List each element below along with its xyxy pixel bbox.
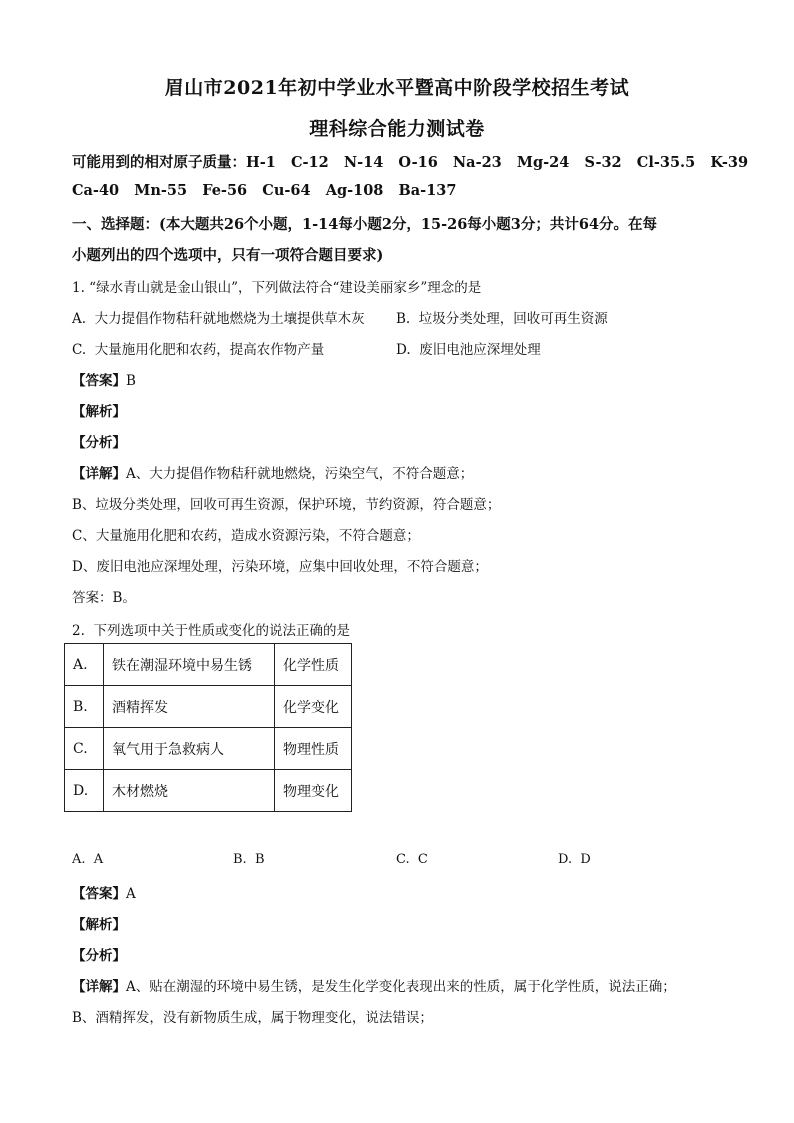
q2-stem: 2. 下列选项中关于性质或变化的说法正确的是 <box>72 623 350 639</box>
table-row <box>65 686 352 728</box>
q1-detail-c: C、大量施用化肥和农药，造成水资源污染，不符合题意； <box>72 528 420 544</box>
q2-answer <box>72 882 136 902</box>
atomic-mass-line-2: Ca-40 Mn-55 Fe-56 Cu-64 Ag-108 Ba-137 <box>72 182 457 199</box>
q2-cell-category: 物理性质 <box>275 728 352 770</box>
q2-choice-d: D. D <box>558 852 591 867</box>
q1-analysis-tag: 【解析】 <box>72 404 126 420</box>
q2-answer-tag: 【答案】 <box>72 886 126 902</box>
q2-cell-label: C. <box>65 728 104 770</box>
q2-detail-a <box>72 975 676 995</box>
q1-option-c: C. 大量施用化肥和农药，提高农作物产量 <box>72 342 325 358</box>
q2-table <box>64 643 352 812</box>
section-heading-line-1: 一、选择题：(本大题共26个小题，1-14每小题2分，15-26每小题3分；共计64分。在每 <box>72 216 658 233</box>
q2-cell-label: A. <box>65 644 104 686</box>
q2-cell-label: B. <box>65 686 104 728</box>
table-row <box>65 728 352 770</box>
q1-detail-b: B、垃圾分类处理，回收可再生资源，保护环境，节约资源，符合题意； <box>72 497 501 513</box>
q2-choice-b: B. B <box>233 852 265 867</box>
q1-detail-a <box>72 462 473 482</box>
q1-option-d: D. 废旧电池应深埋处理 <box>396 342 541 358</box>
q1-fenxi-tag: 【分析】 <box>72 435 126 451</box>
q1-detail-a-text: A、大力提倡作物秸秆就地燃烧，污染空气，不符合题意； <box>126 466 474 482</box>
q2-cell-category: 化学变化 <box>275 686 352 728</box>
page-title: 眉山市2021年初中学业水平暨高中阶段学校招生考试 <box>164 77 630 99</box>
q1-option-a: A. 大力提倡作物秸秆就地燃烧为土壤提供草木灰 <box>72 311 365 327</box>
q1-answer <box>72 369 136 389</box>
q2-answer-value: A <box>126 886 136 902</box>
page-subtitle: 理科综合能力测试卷 <box>309 118 485 140</box>
q1-option-b: B. 垃圾分类处理，回收可再生资源 <box>396 311 608 327</box>
q2-cell-statement: 酒精挥发 <box>104 686 275 728</box>
table-row <box>65 770 352 812</box>
q1-detail-d: D、废旧电池应深埋处理，污染环境，应集中回收处理，不符合题意； <box>72 559 488 575</box>
atomic-mass-line-1: 可能用到的相对原子质量：H-1 C-12 N-14 O-16 Na-23 Mg-24 S-32 Cl-35.5 K-39 <box>72 154 749 171</box>
section-heading-line-2: 小题列出的四个选项中，只有一项符合题目要求) <box>72 247 384 264</box>
q2-choice-c: C. C <box>396 852 428 867</box>
q2-detail-b: B、酒精挥发，没有新物质生成，属于物理变化，说法错误； <box>72 1010 433 1026</box>
q2-cell-statement: 氧气用于急救病人 <box>104 728 275 770</box>
q2-fenxi-tag: 【分析】 <box>72 948 126 964</box>
q1-detail-tag: 【详解】 <box>72 466 126 482</box>
q2-cell-statement: 铁在潮湿环境中易生锈 <box>104 644 275 686</box>
q2-cell-category: 物理变化 <box>275 770 352 812</box>
q1-answer-value: B <box>126 373 136 389</box>
q1-conclusion: 答案：B。 <box>72 590 136 606</box>
q2-cell-statement: 木材燃烧 <box>104 770 275 812</box>
q2-detail-a-text: A、贴在潮湿的环境中易生锈，是发生化学变化表现出来的性质，属于化学性质，说法正确； <box>126 979 676 995</box>
q2-analysis-tag: 【解析】 <box>72 917 126 933</box>
q1-stem: 1. “绿水青山就是金山银山”，下列做法符合“建设美丽家乡”理念的是 <box>72 280 482 296</box>
q2-choice-a: A. A <box>72 852 104 867</box>
q2-cell-label: D. <box>65 770 104 812</box>
table-row <box>65 644 352 686</box>
q2-detail-tag: 【详解】 <box>72 979 126 995</box>
q1-answer-tag: 【答案】 <box>72 373 126 389</box>
q2-cell-category: 化学性质 <box>275 644 352 686</box>
